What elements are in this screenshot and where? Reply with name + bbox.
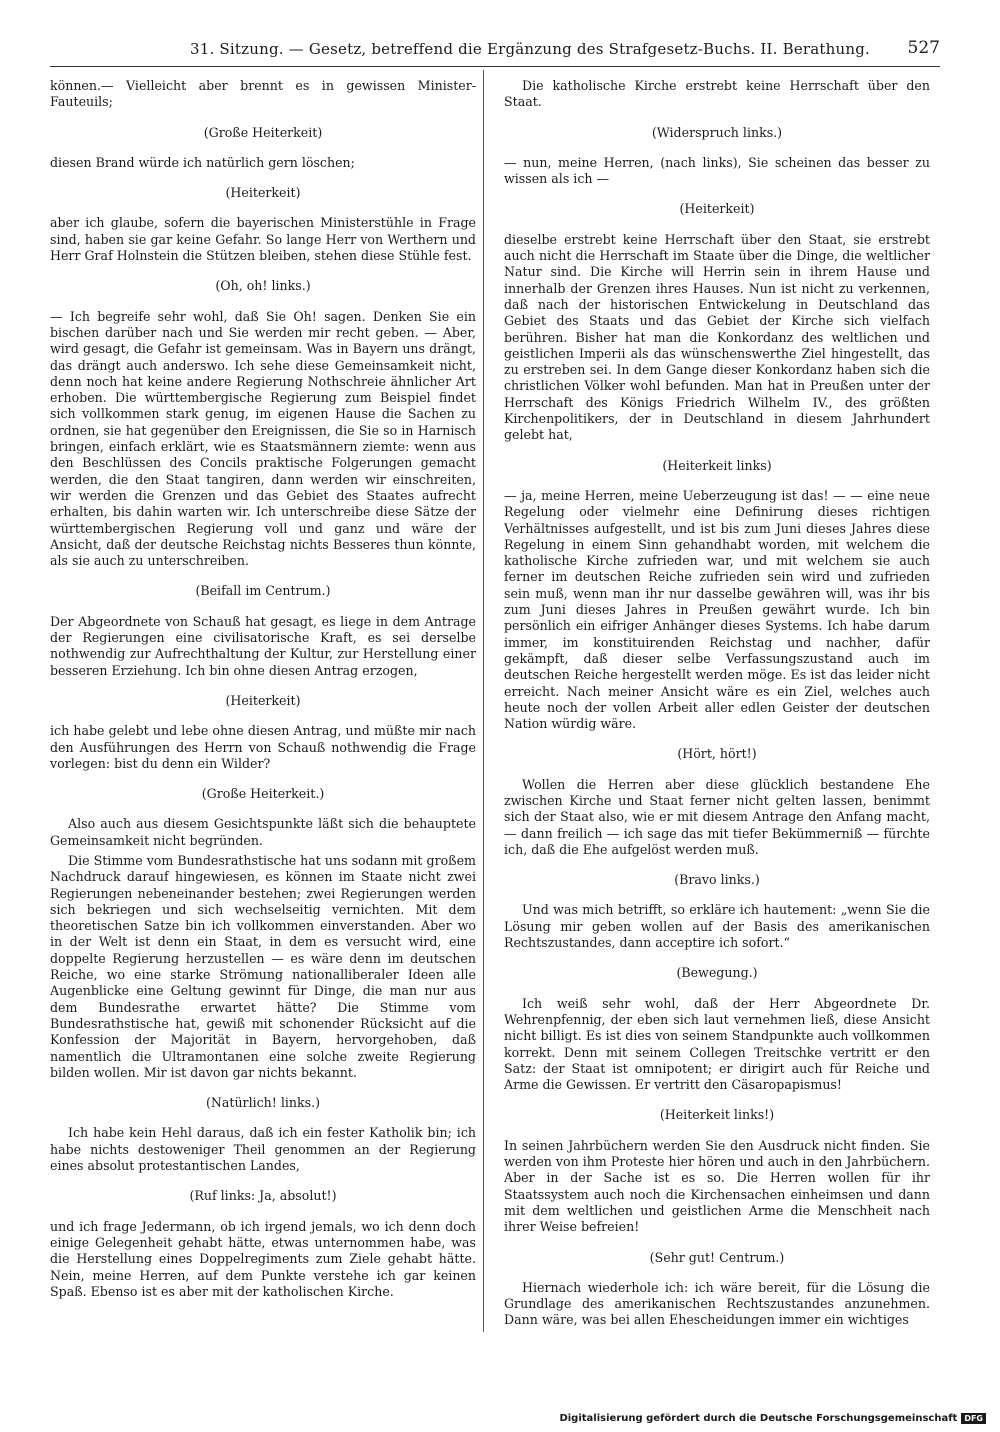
interjection: (Große Heiterkeit) [203, 124, 323, 140]
interjection: (Große Heiterkeit.) [201, 786, 325, 802]
interjection: (Heiterkeit links) [662, 457, 772, 473]
left-column [50, 78, 476, 1304]
footer-credit: Digitalisierung gefördert durch die Deutsche Forschungsgemeinschaft [559, 1413, 958, 1424]
page-number: 527 [907, 38, 940, 58]
paragraph: — nun, meine Herren, (nach links), Sie scheinen das besser zu wissen als ich — [504, 154, 930, 187]
paragraph: ich habe gelebt und lebe ohne diesen Antrag, und müßte mir nach den Ausführungen des Herrn von Schauß nothwendig die Frage vorlegen: bist du denn ein Wilder? [50, 723, 476, 771]
interjection: (Heiterkeit) [225, 692, 301, 708]
paragraph: Die katholische Kirche erstrebt keine Herrschaft über den Staat. [504, 78, 930, 110]
page-header [50, 36, 940, 64]
paragraph: aber ich glaube, sofern die bayerischen Ministerstühle in Frage sind, haben sie gar keine Gefahr. So lange Herr von Werthern und Herr Graf Holnstein die Stützen bleiben, stehen diese Stühle fest. [50, 215, 476, 264]
paragraph: Also auch aus diesem Gesichtspunkte läßt sich die behauptete Gemeinsamkeit nicht begründen. [50, 816, 476, 848]
interjection: (Bewegung.) [676, 965, 758, 981]
paragraph: dieselbe erstrebt keine Herrschaft über den Staat, sie erstrebt auch nicht die Herrschaft im Staate über die Dinge, die weltlicher Natur sind. Die Kirche will Herrin sein in ihrem Hause und innerhalb der Grenzen ihres Hauses. Nun ist nicht zu verkennen, daß nach der historischen Entwickelung in Deutschland das Gebiet des Staats und das Gebiet der Kirche sich vielfach berühren. Bisher hat man die Konkordanz des weltlichen und geistlichen Imperii als das wünschenswerthe Ziel hingestellt, das zu erstreben sei. In dem Gange dieser Konkordanz haben sich die christlichen Völker wohl befunden. Man hat in Preußen unter der Herrschaft des Königs Friedrich Wilhelm IV., des größten Kirchenpolitikers, der in Deutschland in diesem Jahrhundert gelebt hat, [504, 231, 930, 443]
interjection: (Ruf links: Ja, absolut!) [189, 1188, 337, 1204]
interjection: (Heiterkeit) [225, 185, 301, 201]
interjection: (Natürlich! links.) [205, 1095, 321, 1111]
paragraph: Und was mich betrifft, so erkläre ich hautement: „wenn Sie die Lösung mir geben wollen auf der Basis des amerikanischen Rechtszustandes, dann acceptire ich sofort.“ [504, 902, 930, 951]
paragraph: Wollen die Herren aber diese glücklich bestandene Ehe zwischen Kirche und Staat ferner nicht gelten lassen, benimmt sich der Staat also, wie er mit diesem Antrage den Anfang macht, — dann freilich — ich sage das mit tiefer Bekümmerniß — fürchte ich, daß die Ehe aufgelöst werden muß. [504, 776, 930, 857]
interjection: (Widerspruch links.) [651, 124, 783, 140]
interjection: (Sehr gut! Centrum.) [649, 1249, 785, 1265]
paragraph: — ja, meine Herren, meine Ueberzeugung ist das! — — eine neue Regelung oder vielmehr eine Definirung dieses richtigen Verhältnisses aufgestellt, und ist bis zum Juni dieses Jahres diese Regelung in einem Sinn gehandhabt worden, mit welchem die katholische Kirche zufrieden war, und mit welchem sie auch ferner im deutschen Reiche zufrieden sein wird und zufrieden sein muß, wenn man ihr nur dasselbe gewähren will, was ihr bis zum Juni dieses Jahres in Preußen gewährt wurde. Ich bin persönlich ein eifriger Anhänger dieses Systems. Ich habe darum immer, im konstituirenden Reichstag und nachher, dafür gekämpft, daß dieser selbe Verfassungszustand auch im deutschen Reiche hergestellt werden möge. Es ist das leider nicht erreicht. Nach meiner Ansicht wäre es ein Ziel, welches auch heute noch der vollen Arbeit aller edlen Geister der deutschen Nation würdig wäre. [504, 487, 930, 732]
header-title: 31. Sitzung. — Gesetz, betreffend die Ergänzung des Strafgesetz-Buchs. II. Berathung. [190, 40, 871, 58]
right-column [504, 78, 930, 1333]
page-footer [559, 1413, 986, 1424]
paragraph: Ich weiß sehr wohl, daß der Herr Abgeordnete Dr. Wehrenpfennig, der eben sich laut vernehmen ließ, diese Ansicht nicht billigt. Es ist dies von seinem Standpunkte auch vollkommen korrekt. Denn mit seinem Collegen Treitschke vertritt er den Satz: der Staat ist omnipotent; er dirigirt auch für Reiche und Arme die Gewissen. Er vertritt den Cäsaropapismus! [504, 995, 930, 1093]
paragraph: In seinen Jahrbüchern werden Sie den Ausdruck nicht finden. Sie werden von ihm Proteste hier hören und auch in den Jahrbüchern. Aber in der Sache ist es so. Die Herren wollen für ihr Staatssystem auch noch die Kirchensachen einheimsen und dann mit dem weltlichen und geistlichen Arme die Menschheit nach ihrer Weise befreien! [504, 1137, 930, 1235]
dfg-logo: DFG [961, 1413, 986, 1424]
interjection: (Heiterkeit links!) [659, 1107, 775, 1123]
paragraph: — Ich begreife sehr wohl, daß Sie Oh! sagen. Denken Sie ein bischen darüber nach und Sie werden mir recht geben. — Aber, wird gesagt, die Gefahr ist gemeinsam. Was in Bayern uns drängt, das drängt auch anderswo. Ich sehe diese Gemeinsamkeit nicht, denn noch hat keine andere Regierung Nothschreie ähnlicher Art erhoben. Die württembergische Regierung zum Beispiel findet sich vollkommen stark genug, im eigenen Hause die Sachen zu ordnen, sie hat gegenüber den Ereignissen, die Sie so in Harnisch bringen, einfach erklärt, wie es Staatsmännern ziemte: wenn aus den Beschlüssen des Concils praktische Folgerungen gemacht werden, die den Staat tangiren, dann werden wir einschreiten, wir werden die Grenzen und das Gebiet des Staates aufrecht erhalten, bis dahin warten wir. Ich unterschreibe diese Sätze der württembergischen Regierung voll und ganz und wäre der Ansicht, daß der deutsche Reichstag nichts Besseres thun könnte, als sie auch zu unterschreiben. [50, 308, 476, 569]
interjection: (Beifall im Centrum.) [195, 583, 331, 599]
interjection: (Oh, oh! links.) [215, 278, 311, 294]
paragraph: Der Abgeordnete von Schauß hat gesagt, es liege in dem Antrage der Regierungen eine civilisatorische Kraft, es sei derselbe nothwendig zur Aufrechthaltung der Kultur, zur Herstellung einer besseren Erziehung. Ich bin ohne diesen Antrag erzogen, [50, 613, 476, 678]
paragraph: diesen Brand würde ich natürlich gern löschen; [50, 154, 355, 170]
column-divider [483, 70, 484, 1332]
interjection: (Bravo links.) [674, 872, 760, 888]
paragraph: Die Stimme vom Bundesrathstische hat uns sodann mit großem Nachdruck darauf hingewiesen, es können im Staate nicht zwei Regierungen nebeneinander bestehen; zwei Regierungen werden sich bekriegen und sich wechselseitig vernichten. Mit dem theoretischen Satze bin ich vollkommen einverstanden. Aber wo in der Welt ist denn ein Staat, in dem es versucht wird, eine doppelte Regierung herzustellen — es wäre denn im deutschen Reiche, wo eine starke Strömung nationalliberaler Ideen alle Augenblicke eine Geltung gewinnt für Dinge, die man nur aus dem Bundesrathe erwartet hätte? Die Stimme vom Bundesrathstische hat, gewiß mit schonender Rücksicht auf die Konfession der Majorität in Bayern, hervorgehoben, daß namentlich die Ultramontanen eine solche zweite Regierung bilden wollen. Mir ist davon gar nichts bekannt. [50, 852, 476, 1080]
paragraph: und ich frage Jedermann, ob ich irgend jemals, wo ich denn doch einige Gelegenheit gehabt hätte, etwas unternommen habe, was die Herstellung eines Doppelregiments zum Ziele gehabt hätte. Nein, meine Herren, auf dem Punkte verstehe ich gar keinen Spaß. Ebenso ist es aber mit der katholischen Kirche. [50, 1218, 476, 1299]
paragraph: können.— Vielleicht aber brennt es in gewissen Minister-Fauteuils; [50, 78, 476, 110]
interjection: (Hört, hört!) [677, 746, 757, 762]
paragraph: Hiernach wiederhole ich: ich wäre bereit, für die Lösung die Grundlage des amerikanischen Rechtszustandes anzunehmen. Dann wäre, was bei allen Ehescheidungen immer ein wichtiges [504, 1279, 930, 1328]
header-rule [50, 66, 940, 67]
paragraph: Ich habe kein Hehl daraus, daß ich ein fester Katholik bin; ich habe nichts destoweniger Theil genommen an der Regierung eines absolut protestantischen Landes, [50, 1125, 476, 1174]
interjection: (Heiterkeit) [679, 201, 755, 217]
